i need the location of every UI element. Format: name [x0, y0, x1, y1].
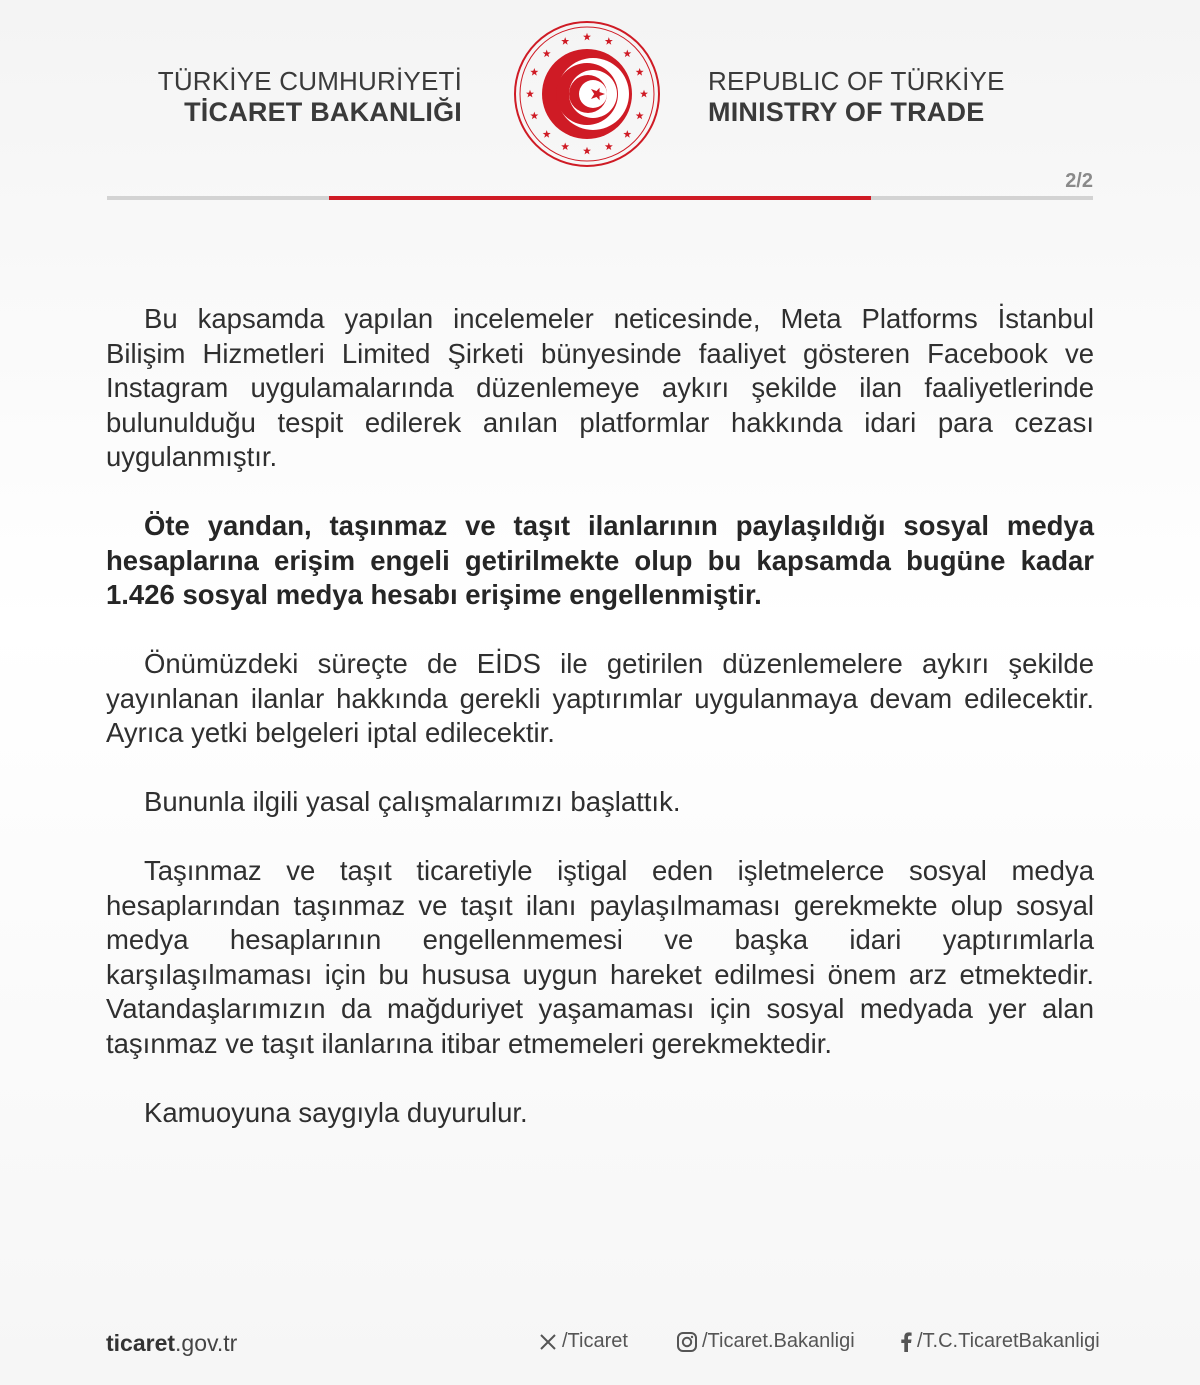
emblem-star — [561, 37, 569, 45]
paragraph-6: Kamuoyuna saygıyla duyurulur. — [144, 1096, 528, 1128]
header-left-line2: TİCARET BAKANLIĞI — [184, 97, 462, 127]
paragraph-1: Bu kapsamda yapılan incelemeler neticesinde, Meta Platforms İstanbul Bilişim Hizmetleri Limited Şirketi bünyesinde faaliyet gösteren Facebook ve Instagram uygulamalarında düzenlemeye aykırı şekilde ilan faaliyetlerinde bulunulduğu tespit edilerek anılan platformlar hakkında idari para cezası uygulanmıştır. — [106, 303, 1094, 472]
instagram-link[interactable] — [676, 1330, 855, 1353]
emblem-star — [526, 90, 534, 98]
paragraph-2-bold: Öte yandan, taşınmaz ve taşıt ilanlarının paylaşıldığı sosyal medya hesaplarına erişim engeli getirilmekte olup bu kapsamda bugüne kadar 1.426 sosyal medya hesabı erişime engellenmiştir. — [106, 510, 1094, 610]
emblem-star — [636, 112, 644, 120]
footer — [106, 1330, 1098, 1370]
emblem-star — [561, 142, 569, 150]
emblem-star — [636, 68, 644, 76]
website-rest: .gov.tr — [175, 1330, 238, 1356]
paragraph-5: Taşınmaz ve taşıt ticaretiyle iştigal eden işletmelerce sosyal medya hesaplarından taşınmaz ve taşıt ilanı paylaşılmaması gerekmekte olup sosyal medya hesaplarının engellenmemesi ve başka idari yaptırımlarla karşılaşılmaması için bu hususa uygun hareket edilmesi önem arz etmektedir. Vatandaşlarımızın da mağduriyet yaşamaması için sosyal medyada yer alan taşınmaz ve taşıt ilanlarına itibar etmemeleri gerekmektedir. — [106, 855, 1094, 1059]
paragraph-4: Bununla ilgili yasal çalışmalarımızı başlattık. — [144, 786, 681, 817]
website-link[interactable] — [106, 1330, 237, 1357]
press-release-body — [106, 302, 1094, 1165]
x-link[interactable] — [538, 1330, 628, 1353]
header-right-title — [708, 66, 1005, 128]
facebook-handle: /T.C.TicaretBakanligi — [917, 1330, 1100, 1352]
emblem-star — [530, 68, 538, 76]
header-divider-accent — [329, 196, 871, 200]
x-icon — [538, 1332, 558, 1352]
paragraph-3: Önümüzdeki süreçte de EİDS ile getirilen düzenlemelere aykırı şekilde yayınlanan ilanlar hakkında gerekli yaptırımlar uygulanmaya devam edilecektir. Ayrıca yetki belgeleri iptal edilecektir. — [106, 648, 1094, 748]
header-right-line2: MINISTRY OF TRADE — [708, 97, 985, 127]
ministry-emblem-logo — [513, 20, 661, 168]
emblem-star — [543, 130, 551, 138]
emblem-star — [583, 147, 591, 155]
emblem-star — [623, 49, 631, 57]
letterhead — [0, 0, 1200, 210]
emblem-star — [583, 33, 591, 41]
emblem-star — [530, 112, 538, 120]
website-bold: ticaret — [106, 1330, 176, 1356]
emblem-star — [623, 130, 631, 138]
header-left-title — [158, 66, 462, 128]
facebook-icon — [899, 1331, 913, 1353]
page-number: 2/2 — [1065, 170, 1093, 192]
header-left-line1: TÜRKİYE CUMHURİYETİ — [157, 66, 462, 96]
instagram-handle: /Ticaret.Bakanligi — [702, 1330, 855, 1352]
facebook-link[interactable] — [899, 1330, 1100, 1353]
emblem-star — [543, 49, 551, 57]
emblem-star — [640, 90, 648, 98]
emblem-star — [605, 142, 613, 150]
instagram-icon — [676, 1331, 698, 1353]
header-right-line1: REPUBLIC OF TÜRKİYE — [708, 66, 1005, 96]
emblem-star — [605, 37, 613, 45]
x-handle: /Ticaret — [562, 1330, 628, 1352]
